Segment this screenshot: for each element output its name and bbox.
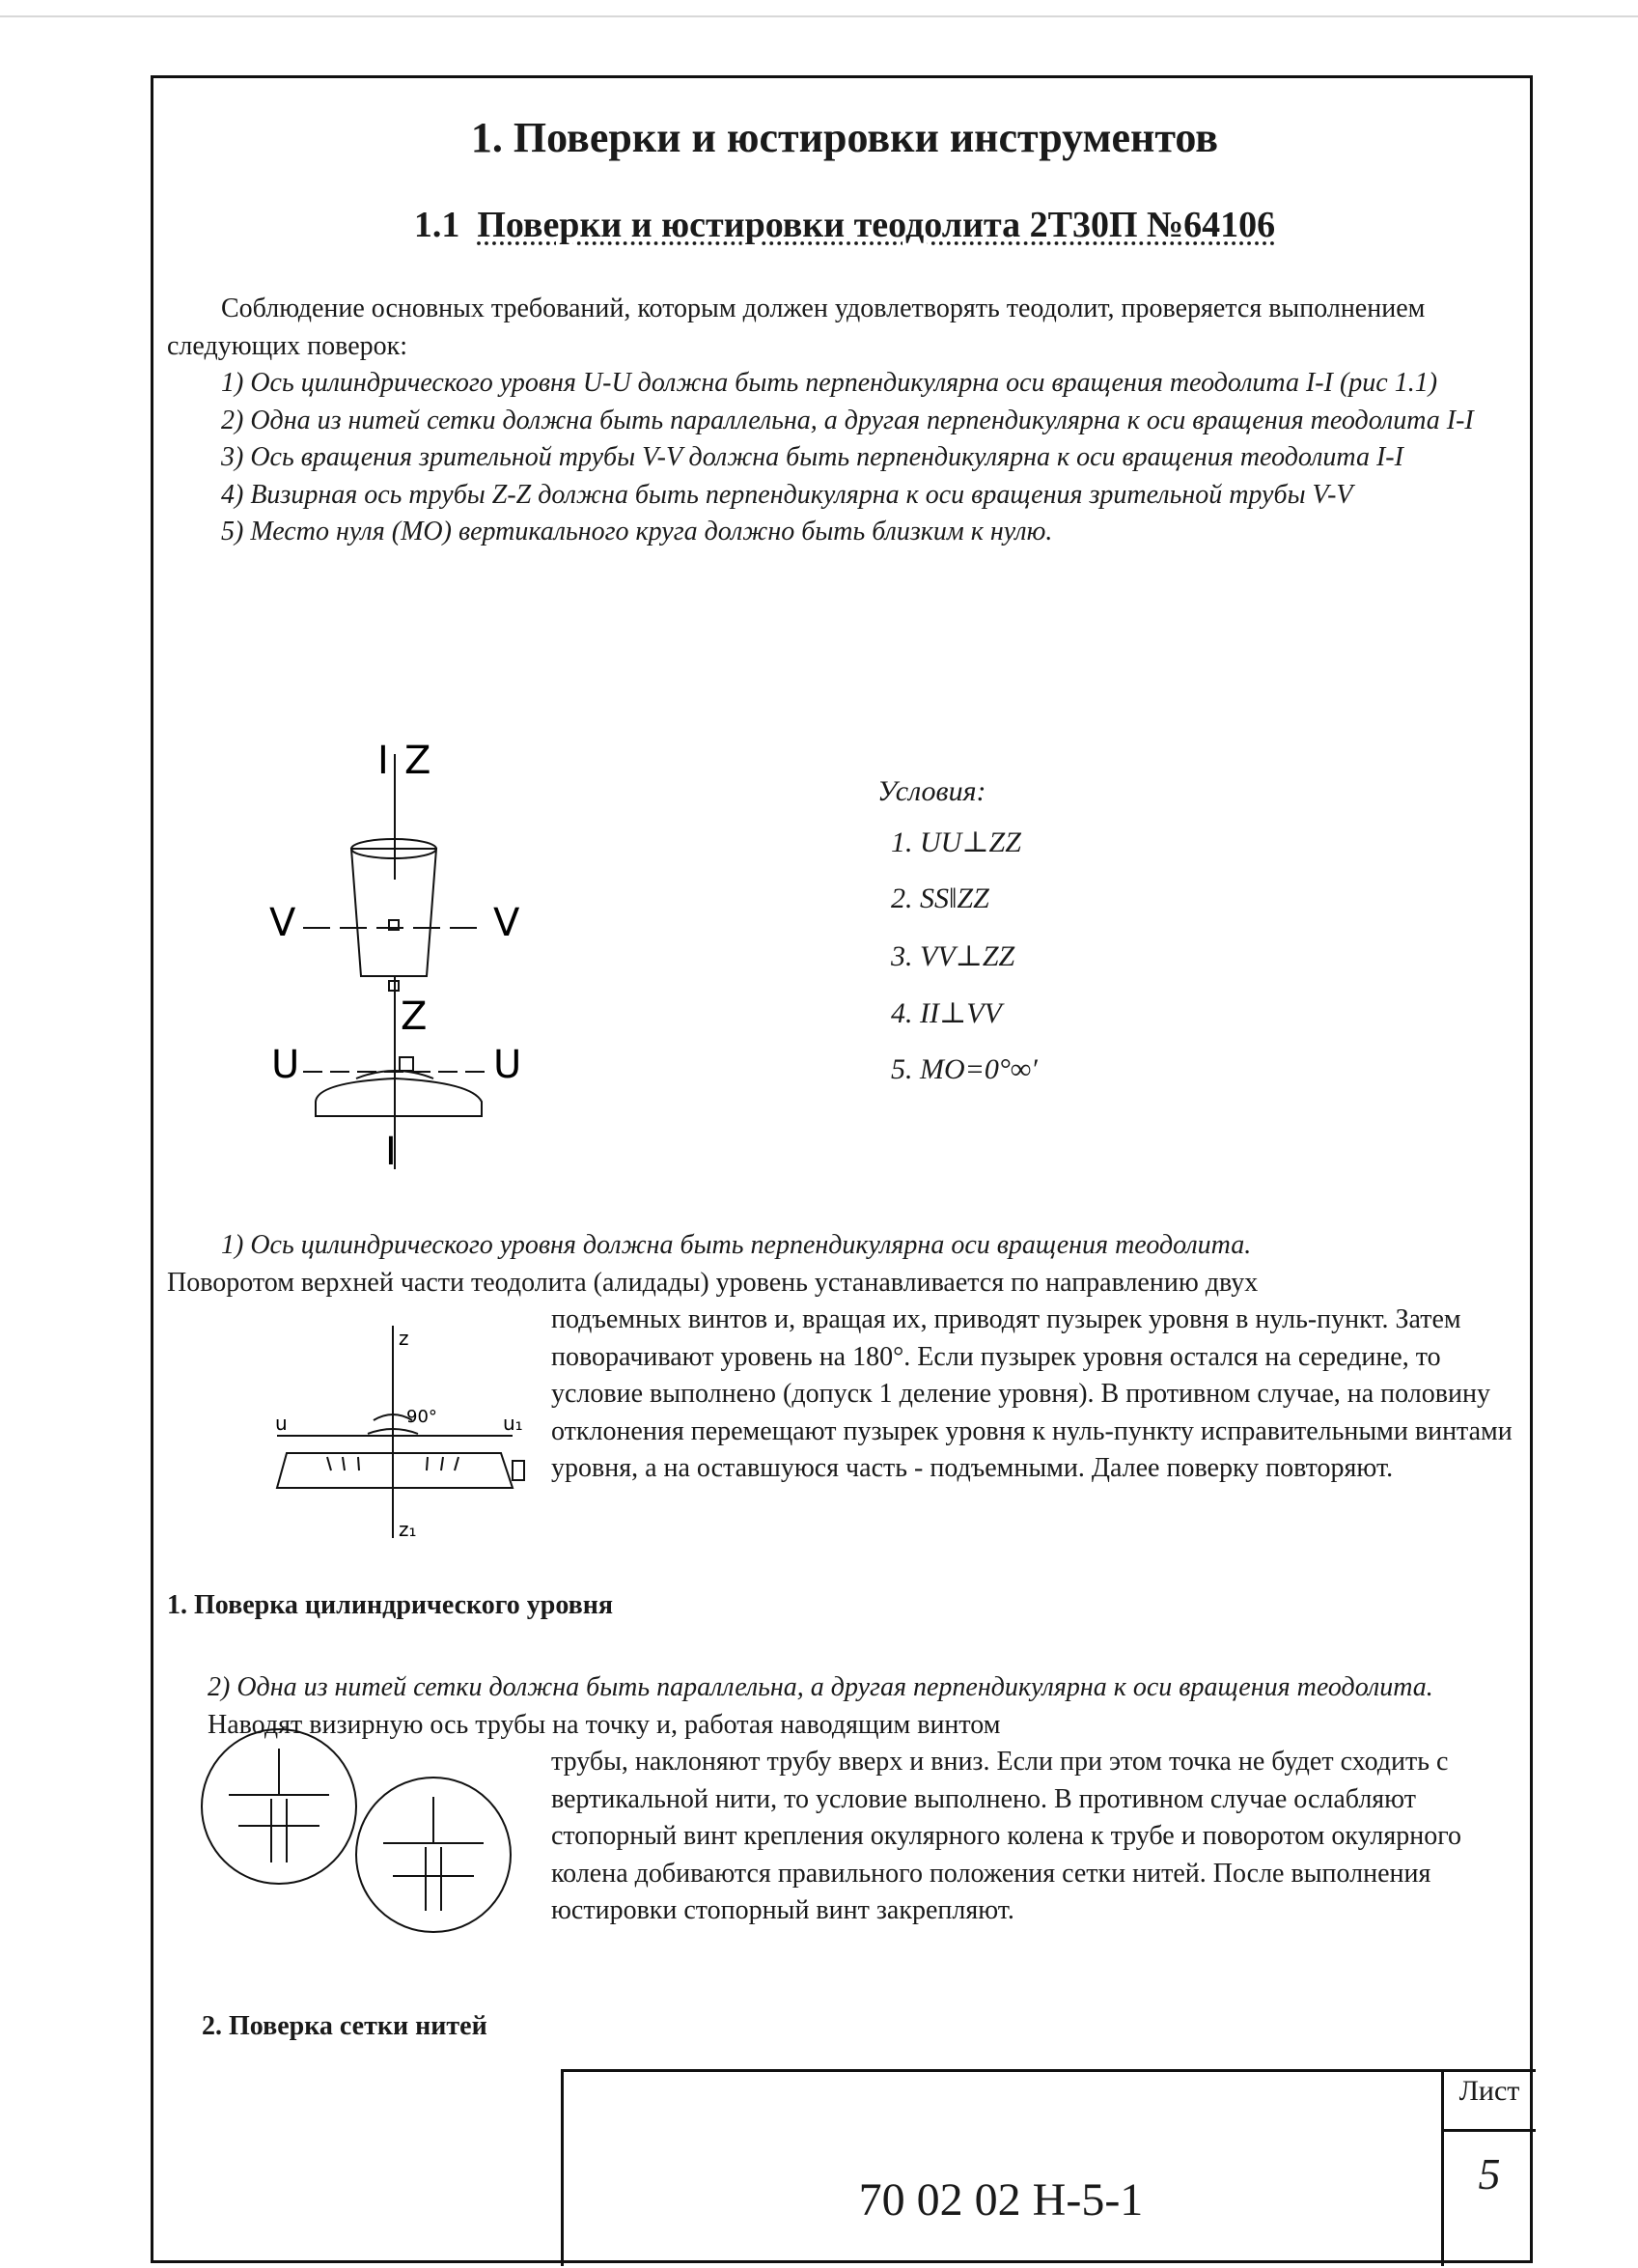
- intro-lead: Соблюдение основных требований, которым должен удовлетворять теодолит, проверяется выполнением следующих поверок:: [167, 294, 1426, 361]
- page-frame: [151, 75, 1533, 2263]
- page-title: 1. Поверки и юстировки инструментов: [470, 114, 1219, 161]
- section2-line-rest: Наводят визирную ось трубы на точку и, работая наводящим винтом: [208, 1709, 1001, 1740]
- section2-italic: 2) Одна из нитей сетки должна быть параллельна, а другая перпендикулярна к оси вращения теодолита.: [208, 1672, 1433, 1702]
- fig2-label-angle: 90°: [406, 1407, 437, 1427]
- intro-item-1: 1) Ось цилиндрического уровня U-U должна быть перпендикулярна оси вращения теодолита I-I (рис 1.1): [221, 368, 1438, 398]
- intro-item-2: 2) Одна из нитей сетки должна быть параллельна, а другая перпендикулярна к оси вращения теодолита I-I: [221, 405, 1474, 435]
- condition-1: 1. UU⊥ZZ: [891, 826, 1021, 858]
- subtitle-text: Поверки и юстировки теодолита 2Т30П №64106: [477, 205, 1276, 245]
- reticle-figure: [153, 78, 1536, 2266]
- heading-reticle-check: 2. Поверка сетки нитей: [202, 2011, 487, 2041]
- intro-item-4: 4) Визирная ось трубы Z-Z должна быть перпендикулярна к оси вращения зрительной трубы V-V: [221, 479, 1353, 510]
- title-block: [561, 2069, 1536, 2266]
- condition-2: 2. SS‖ZZ: [891, 882, 989, 914]
- fig1-label-I-top: I: [377, 739, 389, 783]
- intro-item-5: 5) Место нуля (МО) вертикального круга должно быть близким к нулю.: [221, 517, 1053, 546]
- fig2-label-z: z: [399, 1327, 409, 1350]
- fig1-label-Z-mid: Z: [401, 994, 428, 1039]
- section1-italic: 1) Ось цилиндрического уровня должна быть перпендикулярна оси вращения теодолита.: [221, 1230, 1252, 1260]
- fig2-label-u1: u₁: [503, 1412, 523, 1435]
- section1-wrap: подъемных винтов и, вращая их, приводят пузырек уровня в нуль-пункт. Затем поворачивают уровень на 180°. Если пузырек уровня остался на середине, то условие выполнено (допуск 1 деление уровня). В противном случае, на половину отклонения перемещают пузырек уровня к нуль-пункту исправительными винтами уровня, а на оставшуюся часть - подъемными. Далее поверку повторяют.: [551, 1304, 1513, 1483]
- condition-4: 4. II⊥VV: [891, 997, 1002, 1029]
- conditions-heading: Условия:: [877, 775, 986, 807]
- section1-line: Поворотом верхней части теодолита (алидады) уровень устанавливается по направлению двух: [167, 1267, 1259, 1298]
- fig1-label-V-left: V: [269, 901, 296, 945]
- condition-5: 5. MO=0°∞′: [891, 1053, 1038, 1085]
- sheet-number: 5: [1478, 2149, 1501, 2198]
- intro-item-3: 3) Ось вращения зрительной трубы V-V должна быть перпендикулярна к оси вращения теодолита I-I: [221, 442, 1403, 472]
- condition-3: 3. VV⊥ZZ: [891, 940, 1015, 972]
- fig2-label-u: u: [275, 1412, 288, 1435]
- fig2-label-z1: z₁: [399, 1518, 417, 1541]
- scan-edge-line: [0, 15, 1638, 17]
- fig1-label-V-right: V: [493, 901, 520, 945]
- section2-wrap: трубы, наклоняют трубу вверх и вниз. Если при этом точка не будет сходить с вертикальной нити, то условие выполнено. В противном случае ослабляют стопорный винт крепления окулярного колена к трубе и поворотом окулярного колена добиваются правильного положения сетки нитей. После выполнения юстировки стопорный винт закрепляют.: [551, 1747, 1462, 1925]
- fig1-label-U-right: U: [493, 1043, 522, 1087]
- fig1-label-I-bottom: I: [385, 1130, 397, 1174]
- sheet-label: Лист: [1458, 2075, 1520, 2107]
- document-code: 70 02 02 Н-5-1: [858, 2174, 1144, 2226]
- fig1-label-U-left: U: [271, 1043, 300, 1087]
- fig1-label-Z-top: Z: [404, 739, 431, 783]
- heading-level-check: 1. Поверка цилиндрического уровня: [167, 1590, 614, 1620]
- sheet-cell-separator: [1443, 2129, 1536, 2132]
- subtitle-number: 1.1: [413, 205, 460, 245]
